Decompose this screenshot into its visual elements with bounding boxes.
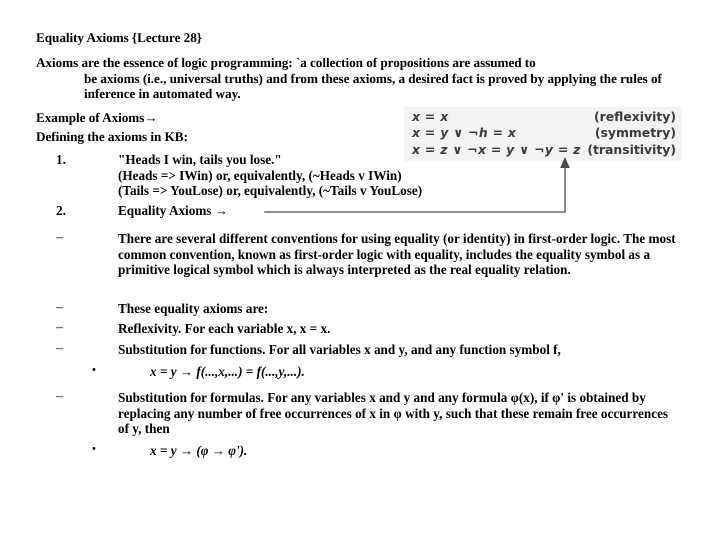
list-item: [92, 364, 592, 380]
list-item-text: These equality axioms are:: [118, 301, 269, 316]
list-marker: 1.: [56, 152, 66, 167]
list-item-text: Substitution for formulas. For any variables x and y and any formula φ(x), if φ' is obtained by replacing any number of free occurrences of x in φ with y, such that these remain free occurrences of y, then: [118, 390, 669, 437]
intro-paragraph: [36, 55, 684, 102]
list-item-text: Substitution for functions. For all variables x and y, and any function symbol f,: [118, 342, 561, 357]
intro-line-1: Axioms are the essence of logic programming: `a collection of propositions are assumed to: [36, 55, 536, 70]
list-marker: –: [56, 389, 63, 404]
defining-axioms-heading: Defining the axioms in KB:: [36, 129, 188, 144]
list-marker: 2.: [56, 203, 66, 218]
list-item: [56, 231, 676, 278]
list-marker: –: [56, 300, 63, 315]
list-item: [56, 390, 676, 437]
formula-expression: x = z ∨ ¬x = y ∨ ¬y = z: [412, 141, 581, 157]
formula-text: x = y → (φ → φ').: [150, 443, 248, 458]
list-item-text: Reflexivity. For each variable x, x = x.: [118, 321, 331, 336]
intro-line-2: be axioms (i.e., universal truths) and from these axioms, a desired fact is proved by applying the rules of inference in automated way.: [84, 70, 662, 102]
formula-row: [404, 125, 682, 141]
formula-row: [404, 142, 682, 158]
formula-expression: x = y ∨ ¬h = x: [412, 125, 517, 141]
list-marker: –: [56, 320, 63, 335]
equality-axioms-formula-panel: [404, 107, 682, 161]
list-marker: –: [56, 230, 63, 245]
list-item-line: (Heads => IWin) or, equivalently, (~Heads v IWin): [118, 167, 402, 183]
bullet-marker: •: [92, 443, 96, 455]
formula-text: x = y → f(...,x,...) = f(...,y,...).: [150, 364, 305, 379]
slide-title: Equality Axioms {Lecture 28}: [36, 30, 202, 45]
bullet-marker: •: [92, 364, 96, 376]
list-item-text: There are several different conventions for using equality (or identity) in first-order logic. The most common convention, known as first-order logic with equality, includes the equality symbol as a primitive logical symbol which is always interpreted as the real equality relation.: [118, 231, 676, 278]
formula-label: (symmetry): [594, 125, 676, 141]
formula-label: (reflexivity): [594, 109, 676, 124]
formula-row: [404, 109, 682, 125]
list-item-line: (Tails => YouLose) or, equivalently, (~Tails v YouLose): [118, 183, 423, 199]
example-of-axioms-heading: Example of Axioms→: [36, 110, 158, 125]
list-marker: –: [56, 341, 63, 356]
list-item-line: Equality Axioms →: [118, 203, 228, 218]
list-item: [56, 321, 676, 337]
formula-expression: x = x: [412, 109, 449, 124]
list-item: [56, 301, 676, 317]
list-item-line: "Heads I win, tails you lose.": [118, 152, 282, 167]
formula-label: (transitivity): [587, 141, 676, 157]
list-item: [92, 443, 592, 459]
list-item: [56, 203, 376, 219]
list-item: [56, 342, 676, 358]
